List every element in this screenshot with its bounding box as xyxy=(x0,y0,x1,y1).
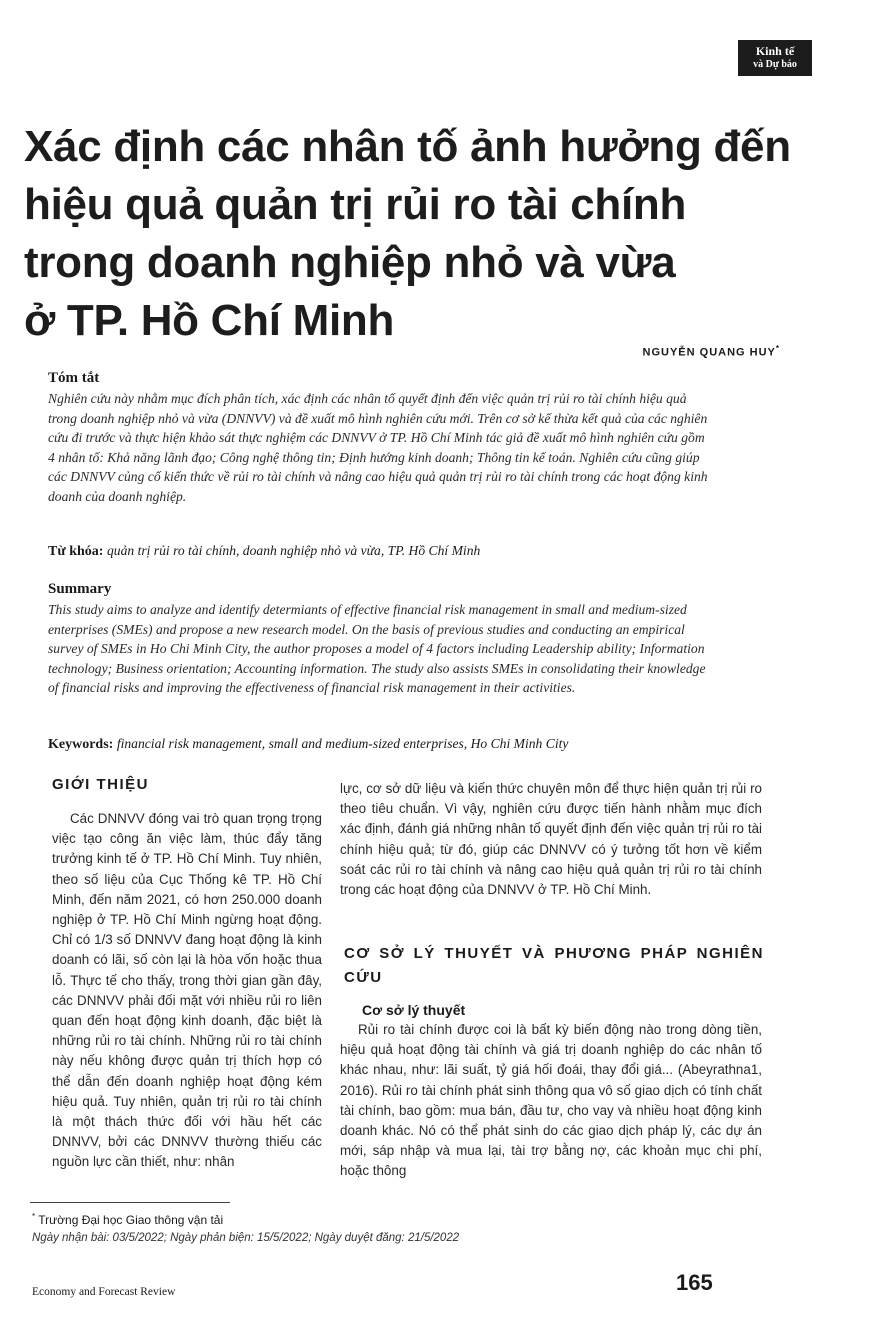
page-number: 165 xyxy=(676,1270,713,1295)
section-heading-intro: GIỚI THIỆU xyxy=(52,776,149,793)
theory-text: Rủi ro tài chính được coi là bất kỳ biến động nào trong dòng tiền, hiệu quả hoạt động tài chính và giá trị doanh nghiệp do các nhân tố khác nhau, như: lãi suất, tỷ giá hối đoái, thay đổi giá... (Abeyrathna1, 2016). Rủi ro tài chính phát sinh thông qua vô số giao dịch có tính chất tài chính, bao gồm: mua bán, đầu tư, cho vay và nhiều hoạt động kinh doanh khác. Nó có thể phát sinh do các giao dịch pháp lý, các dự án mới, sáp nhập và mua lại, tài trợ bằng nợ, các khoản mục chi phí, hoặc thông xyxy=(340,1022,762,1179)
journal-logo-line2: và Dự báo xyxy=(753,59,797,70)
keywords-vi-label: Từ khóa: xyxy=(48,544,104,559)
abstract-en-heading: Summary xyxy=(48,581,112,597)
intro-left-text: Các DNNVV đóng vai trò quan trọng trọng việc tạo công ăn việc làm, thúc đẩy tăng trưởng kinh tế ở TP. Hồ Chí Minh. Tuy nhiên, theo số liệu của Cục Thống kê TP. Hồ Chí Minh, đến năm 2021, có hơn 250.000 doanh nghiệp ở TP. Hồ Chí Minh ngừng hoạt động. Chỉ có 1/3 số DNNVV đang hoạt động là kinh doanh có lãi, số còn lại là hòa vốn hoặc thua lỗ. Thực tế cho thấy, trong thời gian gần đây, các DNNVV phải đối mặt với nhiều rủi ro liên quan đến hoạt động kinh doanh, đặc biệt là những rủi ro tài chính. Những rủi ro tài chính này nếu không được quản trị thích hợp có thể dẫn đến doanh nghiệp hoạt động kém hiệu quả. Tuy nhiên, quản trị rủi ro tài chính là một thách thức đối với hầu hết các DNNVV, bởi các DNNVV thường thiếu các nguồn lực cần thiết, như: nhân xyxy=(52,811,322,1170)
journal-logo-line1: Kinh tế xyxy=(755,44,795,58)
section-heading-theory: CƠ SỞ LÝ THUYẾT VÀ PHƯƠNG PHÁP NGHIÊN CỨU xyxy=(344,945,764,986)
footer-journal-name: Economy and Forecast Review xyxy=(32,1286,176,1298)
footnote-mark: * xyxy=(32,1212,36,1221)
intro-right-text: lực, cơ sở dữ liệu và kiến thức chuyên môn để thực hiện quản trị rủi ro theo tiêu chuẩn. Vì vậy, nghiên cứu được tiến hành nhằm mục đích xác định, đánh giá những nhân tố quyết định đến việc quản trị rủi ro tài chính hiệu quả; từ đó, giúp các DNNVV có ý tưởng tốt hơn về kiểm soát các rủi ro tài chính và nâng cao hiệu quả quản trị rủi ro tài chính trong các hoạt động của DNNVV ở TP. Hồ Chí Minh. xyxy=(340,781,762,898)
title-line: trong doanh nghiệp nhỏ và vừa xyxy=(24,238,676,287)
keywords-en-label: Keywords: xyxy=(48,737,114,752)
title-line: ở TP. Hồ Chí Minh xyxy=(24,296,395,345)
footnote-affiliation xyxy=(32,1212,223,1227)
keywords-en-text: financial risk management, small and medium-sized enterprises, Ho Chi Minh City xyxy=(116,736,569,751)
journal-logo xyxy=(738,40,812,76)
subsection-heading: Cơ sở lý thuyết xyxy=(362,1002,466,1018)
title-line: hiệu quả quản trị rủi ro tài chính xyxy=(24,180,687,229)
author-mark: * xyxy=(775,344,780,353)
footnote-affiliation-text: Trường Đại học Giao thông vận tải xyxy=(38,1213,224,1227)
article-title xyxy=(24,118,791,350)
footnote-divider xyxy=(30,1202,230,1203)
keywords-vi xyxy=(48,543,748,560)
footnote-dates: Ngày nhận bài: 03/5/2022; Ngày phản biện: 15/5/2022; Ngày duyệt đăng: 21/5/2022 xyxy=(32,1232,460,1244)
author-name: NGUYỄN QUANG HUY xyxy=(642,346,776,359)
keywords-en xyxy=(48,736,748,753)
abstract-en-text: This study aims to analyze and identify determiants of effective financial risk management in small and medium-sized enterprises (SMEs) and propose a new research model. On the basis of previous studies and conducting an empirical survey of SMEs in Ho Chi Minh City, the author proposes a model of 4 factors including Leadership ability; Information technology; Business orientation; Accounting information. The study also assists SMEs in consolidating their knowledge of financial risks and improving the effectiveness of financial risk management in their activities. xyxy=(48,602,706,695)
author-byline xyxy=(643,344,780,359)
abstract-vi-text: Nghiên cứu này nhằm mục đích phân tích, xác định các nhân tố quyết định đến việc quản trị rủi ro tài chính hiệu quả trong doanh nghiệp nhỏ và vừa (DNNVV) và đề xuất mô hình nghiên cứu mới. Trên cơ sở kế thừa kết quả của các nghiên cứu đi trước và thực hiện khảo sát thực nghiệm các DNNVV ở TP. Hồ Chí Minh tác giả đề xuất mô hình nghiên cứu gồm 4 nhân tố: Khả năng lãnh đạo; Công nghệ thông tin; Định hướng kinh doanh; Thông tin kế toán. Nghiên cứu cũng giúp các DNNVV củng cố kiến thức về rủi ro tài chính và nâng cao hiệu quả quản trị rủi ro tài chính trong các hoạt động kinh doanh của doanh nghiệp. xyxy=(48,391,708,504)
keywords-vi-text: quản trị rủi ro tài chính, doanh nghiệp nhỏ và vừa, TP. Hồ Chí Minh xyxy=(106,543,481,558)
abstract-vi-heading: Tóm tắt xyxy=(48,370,100,386)
title-line: Xác định các nhân tố ảnh hưởng đến xyxy=(24,122,791,171)
